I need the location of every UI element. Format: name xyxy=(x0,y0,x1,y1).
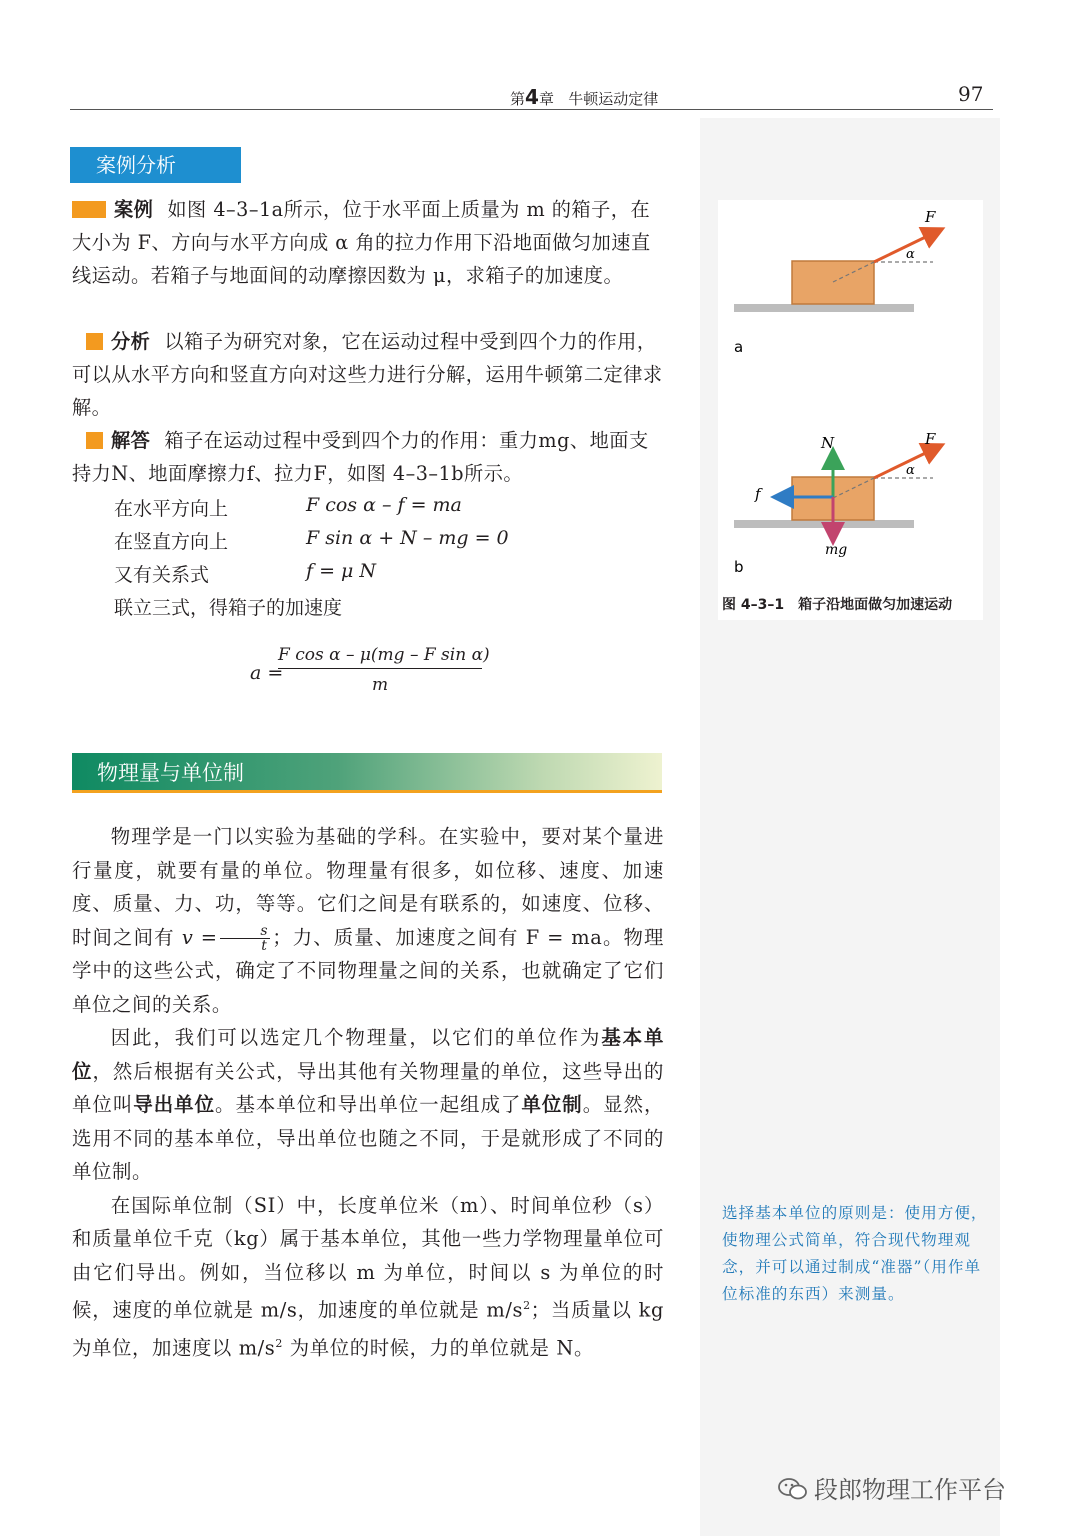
figure-caption: 图 4–3–1 箱子沿地面做匀加速运动 xyxy=(722,597,953,613)
label-N: N xyxy=(821,434,835,452)
figure-a xyxy=(734,208,940,356)
equation-1: F cos α – f = ma xyxy=(306,494,462,516)
equation-label-1: 在水平方向上 xyxy=(114,498,229,520)
answer-text: 箱子在运动过程中受到四个力的作用：重力mg、地面支持力N、地面摩擦力f、拉力F，如图 4–3–1b所示。 xyxy=(72,429,649,485)
page-number: 97 xyxy=(958,82,984,106)
chapter-header xyxy=(510,85,658,109)
equation-label-3: 又有关系式 xyxy=(114,564,210,586)
header-rule xyxy=(70,109,993,110)
s-over-t-fraction: $\frac{s}{t}$ xyxy=(220,924,271,953)
ground-b xyxy=(734,520,914,528)
equation-label-2: 在竖直方向上 xyxy=(114,531,229,553)
label-mg: mg xyxy=(825,542,848,558)
orange-square-marker xyxy=(86,432,103,449)
result-numerator: F cos α – μ(mg – F sin α) xyxy=(278,645,482,669)
case-paragraph xyxy=(72,193,664,292)
result-lhs: a = xyxy=(250,662,284,684)
analysis-paragraph xyxy=(72,325,664,424)
box-force-figure xyxy=(718,200,983,590)
ground-a xyxy=(734,304,914,312)
label-f: f xyxy=(755,485,761,503)
units-paragraph-2: 因此，我们可以选定几个物理量，以它们的单位作为基本单位，然后根据有关公式，导出其他有关物理量的单位，这些导出的单位叫导出单位。基本单位和导出单位一起组成了单位制。显然，选用不同的基本单位，导出单位也随之不同，于是就形成了不同的单位制。 xyxy=(72,1026,665,1183)
chapter-number: 4 xyxy=(525,85,539,109)
term-base-unit: 基本单位 xyxy=(72,1026,664,1083)
label-alpha-b: α xyxy=(906,463,915,478)
units-body xyxy=(72,820,664,1365)
answer-label: 解答 xyxy=(111,429,151,452)
margin-note: 选择基本单位的原则是：使用方便，使物理公式简单，符合现代物理观念，并可以通过制成“准器”（用作单位标准的东西）来测量。 xyxy=(722,1204,988,1303)
case-analysis-banner: 案例分析 xyxy=(70,147,241,183)
wechat-icon xyxy=(778,1477,808,1501)
label-a: a xyxy=(734,338,744,356)
watermark-text: 段郎物理工作平台 xyxy=(814,1476,1006,1504)
case-text: 如图 4–3–1a所示，位于水平面上质量为 m 的箱子，在大小为 F、方向与水平方向成 α 角的拉力作用下沿地面做匀加速直线运动。若箱子与地面间的动摩擦因数为 μ，求箱子的加速度。 xyxy=(72,198,651,287)
term-unit-system: 单位制 xyxy=(521,1093,583,1116)
box-a xyxy=(792,261,874,304)
chapter-suffix: 章 xyxy=(538,90,554,108)
figure-b xyxy=(734,430,940,576)
units-section-banner: 物理量与单位制 xyxy=(72,753,662,793)
label-b: b xyxy=(734,558,744,576)
analysis-label: 分析 xyxy=(111,330,151,353)
orange-bar-marker xyxy=(72,201,106,218)
label-alpha-a: α xyxy=(906,247,915,262)
result-denominator: m xyxy=(371,675,389,695)
units-paragraph-1: 物理学是一门以实验为基础的学科。在实验中，要对某个量进行量度，就要有量的单位。物理量有很多，如位移、速度、加速度、质量、力、功，等等。它们之间是有联系的，如速度、位移、时间之间有 v = $\frac{s}{t}$ ；力、质量、加速度之间有 F = ma。物理学中的这些公式，确定了不同物理量之间的关系，也就确定了它们单位之间的关系。 xyxy=(72,825,665,1016)
label-F-a: F xyxy=(925,208,936,226)
chapter-prefix: 第 xyxy=(510,90,526,108)
case-label: 案例 xyxy=(114,198,154,221)
velocity-formula: v = xyxy=(181,925,218,949)
combine-text: 联立三式，得箱子的加速度 xyxy=(114,597,343,619)
label-F-b: F xyxy=(925,430,936,448)
analysis-text: 以箱子为研究对象，它在运动过程中受到四个力的作用，可以从水平方向和竖直方向对这些力进行分解，运用牛顿第二定律求解。 xyxy=(72,330,663,419)
equation-3: f = μ N xyxy=(306,560,377,582)
units-paragraph-3: 在国际单位制（SI）中，长度单位米（m）、时间单位秒（s）和质量单位千克（kg）属于基本单位，其他一些力学物理量单位可由它们导出。例如，当位移以 m 为单位，时间以 s 为单位的时候，速度的单位就是 m/s，加速度的单位就是 $m/s^2$；当质量以 kg 为单位，加速度以 $m/s^2$ 为单位的时候，力的单位就是 N。 xyxy=(72,1193,664,1360)
answer-paragraph xyxy=(72,424,664,490)
watermark xyxy=(778,1470,1006,1505)
orange-square-marker xyxy=(86,333,103,350)
equation-2: F sin α + N – mg = 0 xyxy=(306,527,509,549)
chapter-title: 牛顿运动定律 xyxy=(568,90,659,108)
term-derived-unit: 导出单位 xyxy=(133,1093,216,1116)
